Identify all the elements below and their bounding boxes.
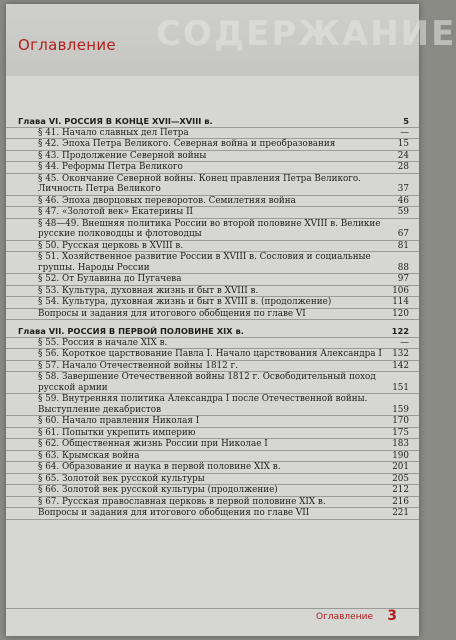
toc-entry-title: Глава VI. РОССИЯ В КОНЦЕ XVII—XVIII в. xyxy=(18,116,213,126)
toc-section-row xyxy=(6,219,419,241)
toc-entry-title: § 62. Общественная жизнь России при Николае I xyxy=(38,439,268,449)
toc-section-row xyxy=(6,151,419,163)
toc-entry-page: 216 xyxy=(392,496,409,507)
toc-entry-page: 212 xyxy=(392,485,409,495)
footer-label: Оглавление xyxy=(316,612,373,622)
toc-section-row xyxy=(6,274,419,286)
toc-entry-title: § 65. Золотой век русской культуры xyxy=(38,473,205,484)
toc-entry-page: 175 xyxy=(392,427,409,438)
toc-entry-page: 28 xyxy=(397,162,409,172)
toc-entry-title: § 44. Реформы Петра Великого xyxy=(38,162,183,172)
toc-entry-title: § 60. Начало правления Николая I xyxy=(38,416,200,426)
toc-section-row xyxy=(6,286,419,298)
toc-entry-title: § 51. Хозяйственное развитие России в XVIII в. Сословия и социальные группы. Народы России xyxy=(38,252,371,273)
toc-questions-row xyxy=(6,309,419,321)
toc-entry-page: 120 xyxy=(392,308,409,319)
toc-entry-page: 88 xyxy=(397,262,409,273)
banner-decoration: СОДЕРЖАНИЕ xyxy=(156,14,456,54)
toc-entry-title: § 63. Крымская война xyxy=(38,450,140,461)
table-of-contents xyxy=(6,116,419,520)
toc-entry-page: 81 xyxy=(397,240,409,251)
toc-entry-title: § 56. Короткое царствование Павла I. Начало царствования Александра I xyxy=(38,349,382,359)
toc-questions-row xyxy=(6,508,419,520)
toc-entry-page: 190 xyxy=(392,450,409,461)
toc-entry-title: § 58. Завершение Отечественной войны 1812 г. Освободительный поход русской армии xyxy=(38,372,376,393)
toc-entry-page: 183 xyxy=(392,439,409,449)
toc-entry-title: Глава VII. РОССИЯ В ПЕРВОЙ ПОЛОВИНЕ XIX в. xyxy=(18,326,244,336)
toc-chapter-row xyxy=(6,116,419,128)
toc-section-row xyxy=(6,372,419,394)
toc-entry-title: § 50. Русская церковь в XVIII в. xyxy=(38,240,184,251)
toc-entry-title: § 53. Культура, духовная жизнь и быт в XVIII в. xyxy=(38,285,259,296)
toc-entry-page: 5 xyxy=(403,116,409,126)
toc-entry-page: 201 xyxy=(392,462,409,472)
toc-entry-page: — xyxy=(400,337,409,348)
book-page xyxy=(6,4,456,636)
toc-entry-page: 106 xyxy=(392,285,409,296)
toc-entry-page: 15 xyxy=(397,139,409,149)
toc-entry-page: 205 xyxy=(392,473,409,484)
toc-entry-title: § 55. Россия в начале XIX в. xyxy=(38,337,168,348)
toc-entry-title: Вопросы и задания для итогового обобщения по главе VII xyxy=(38,508,310,518)
toc-section-row xyxy=(6,485,419,497)
toc-entry-page: — xyxy=(400,127,409,138)
toc-entry-title: § 67. Русская православная церковь в первой половине XIX в. xyxy=(38,496,326,507)
toc-entry-page: 142 xyxy=(392,360,409,371)
toc-entry-page: 221 xyxy=(392,508,409,518)
header-banner xyxy=(6,4,456,76)
toc-section-row xyxy=(6,462,419,474)
toc-entry-title: § 64. Образование и наука в первой половине XIX в. xyxy=(38,462,281,472)
toc-chapter-row xyxy=(6,326,419,338)
toc-entry-page: 170 xyxy=(392,416,409,426)
toc-section-row xyxy=(6,207,419,219)
toc-entry-title: § 52. От Булавина до Пугачева xyxy=(38,274,182,284)
toc-entry-page: 151 xyxy=(392,382,409,393)
page-footer xyxy=(6,608,419,631)
toc-section-row xyxy=(6,416,419,428)
toc-section-row xyxy=(6,196,419,208)
toc-section-row xyxy=(6,139,419,151)
page-title: Оглавление xyxy=(18,36,116,54)
toc-entry-title: § 47. «Золотой век» Екатерины II xyxy=(38,207,194,217)
toc-section-row xyxy=(6,349,419,361)
toc-entry-title: § 57. Начало Отечественной войны 1812 г. xyxy=(38,360,238,371)
toc-section-row xyxy=(6,361,419,373)
toc-entry-title: § 54. Культура, духовная жизнь и быт в XVIII в. (продолжение) xyxy=(38,297,332,307)
toc-section-row xyxy=(6,252,419,274)
toc-section-row xyxy=(6,162,419,174)
toc-entry-title: § 42. Эпоха Петра Великого. Северная война и преобразования xyxy=(38,139,336,149)
toc-section-row xyxy=(6,241,419,253)
toc-entry-page: 114 xyxy=(392,297,409,307)
toc-entry-page: 59 xyxy=(397,207,409,217)
toc-entry-page: 97 xyxy=(397,274,409,284)
toc-entry-title: § 46. Эпоха дворцовых переворотов. Семилетняя война xyxy=(38,195,296,206)
toc-entry-title: § 41. Начало славных дел Петра xyxy=(38,127,189,138)
toc-section-row xyxy=(6,451,419,463)
toc-section-row xyxy=(6,394,419,416)
toc-entry-title: Вопросы и задания для итогового обобщения по главе VI xyxy=(38,308,306,319)
page-number: 3 xyxy=(387,608,397,624)
toc-section-row xyxy=(6,297,419,309)
toc-entry-page: 37 xyxy=(397,184,409,194)
toc-entry-page: 122 xyxy=(391,326,409,336)
toc-section-row xyxy=(6,428,419,440)
toc-entry-title: § 59. Внутренняя политика Александра I после Отечественной войны. Выступление декабристов xyxy=(38,394,368,415)
toc-section-row xyxy=(6,128,419,140)
toc-entry-page: 46 xyxy=(397,195,409,206)
toc-entry-page: 159 xyxy=(392,404,409,415)
toc-section-row xyxy=(6,474,419,486)
toc-entry-title: § 66. Золотой век русской культуры (продолжение) xyxy=(38,485,278,495)
toc-entry-title: § 48—49. Внешняя политика России во второй половине XVIII в. Великие русские полководцы и флотоводцы xyxy=(38,218,381,239)
toc-entry-title: § 45. Окончание Северной войны. Конец правления Петра Великого. Личность Петра Великого xyxy=(38,173,361,194)
toc-section-row xyxy=(6,174,419,196)
toc-entry-title: § 43. Продолжение Северной войны xyxy=(38,150,207,161)
toc-entry-page: 67 xyxy=(397,229,409,239)
toc-entry-page: 24 xyxy=(397,150,409,161)
toc-section-row xyxy=(6,439,419,451)
toc-entry-page: 132 xyxy=(392,349,409,359)
toc-section-row xyxy=(6,497,419,509)
toc-entry-title: § 61. Попытки укрепить империю xyxy=(38,427,196,438)
toc-section-row xyxy=(6,338,419,350)
